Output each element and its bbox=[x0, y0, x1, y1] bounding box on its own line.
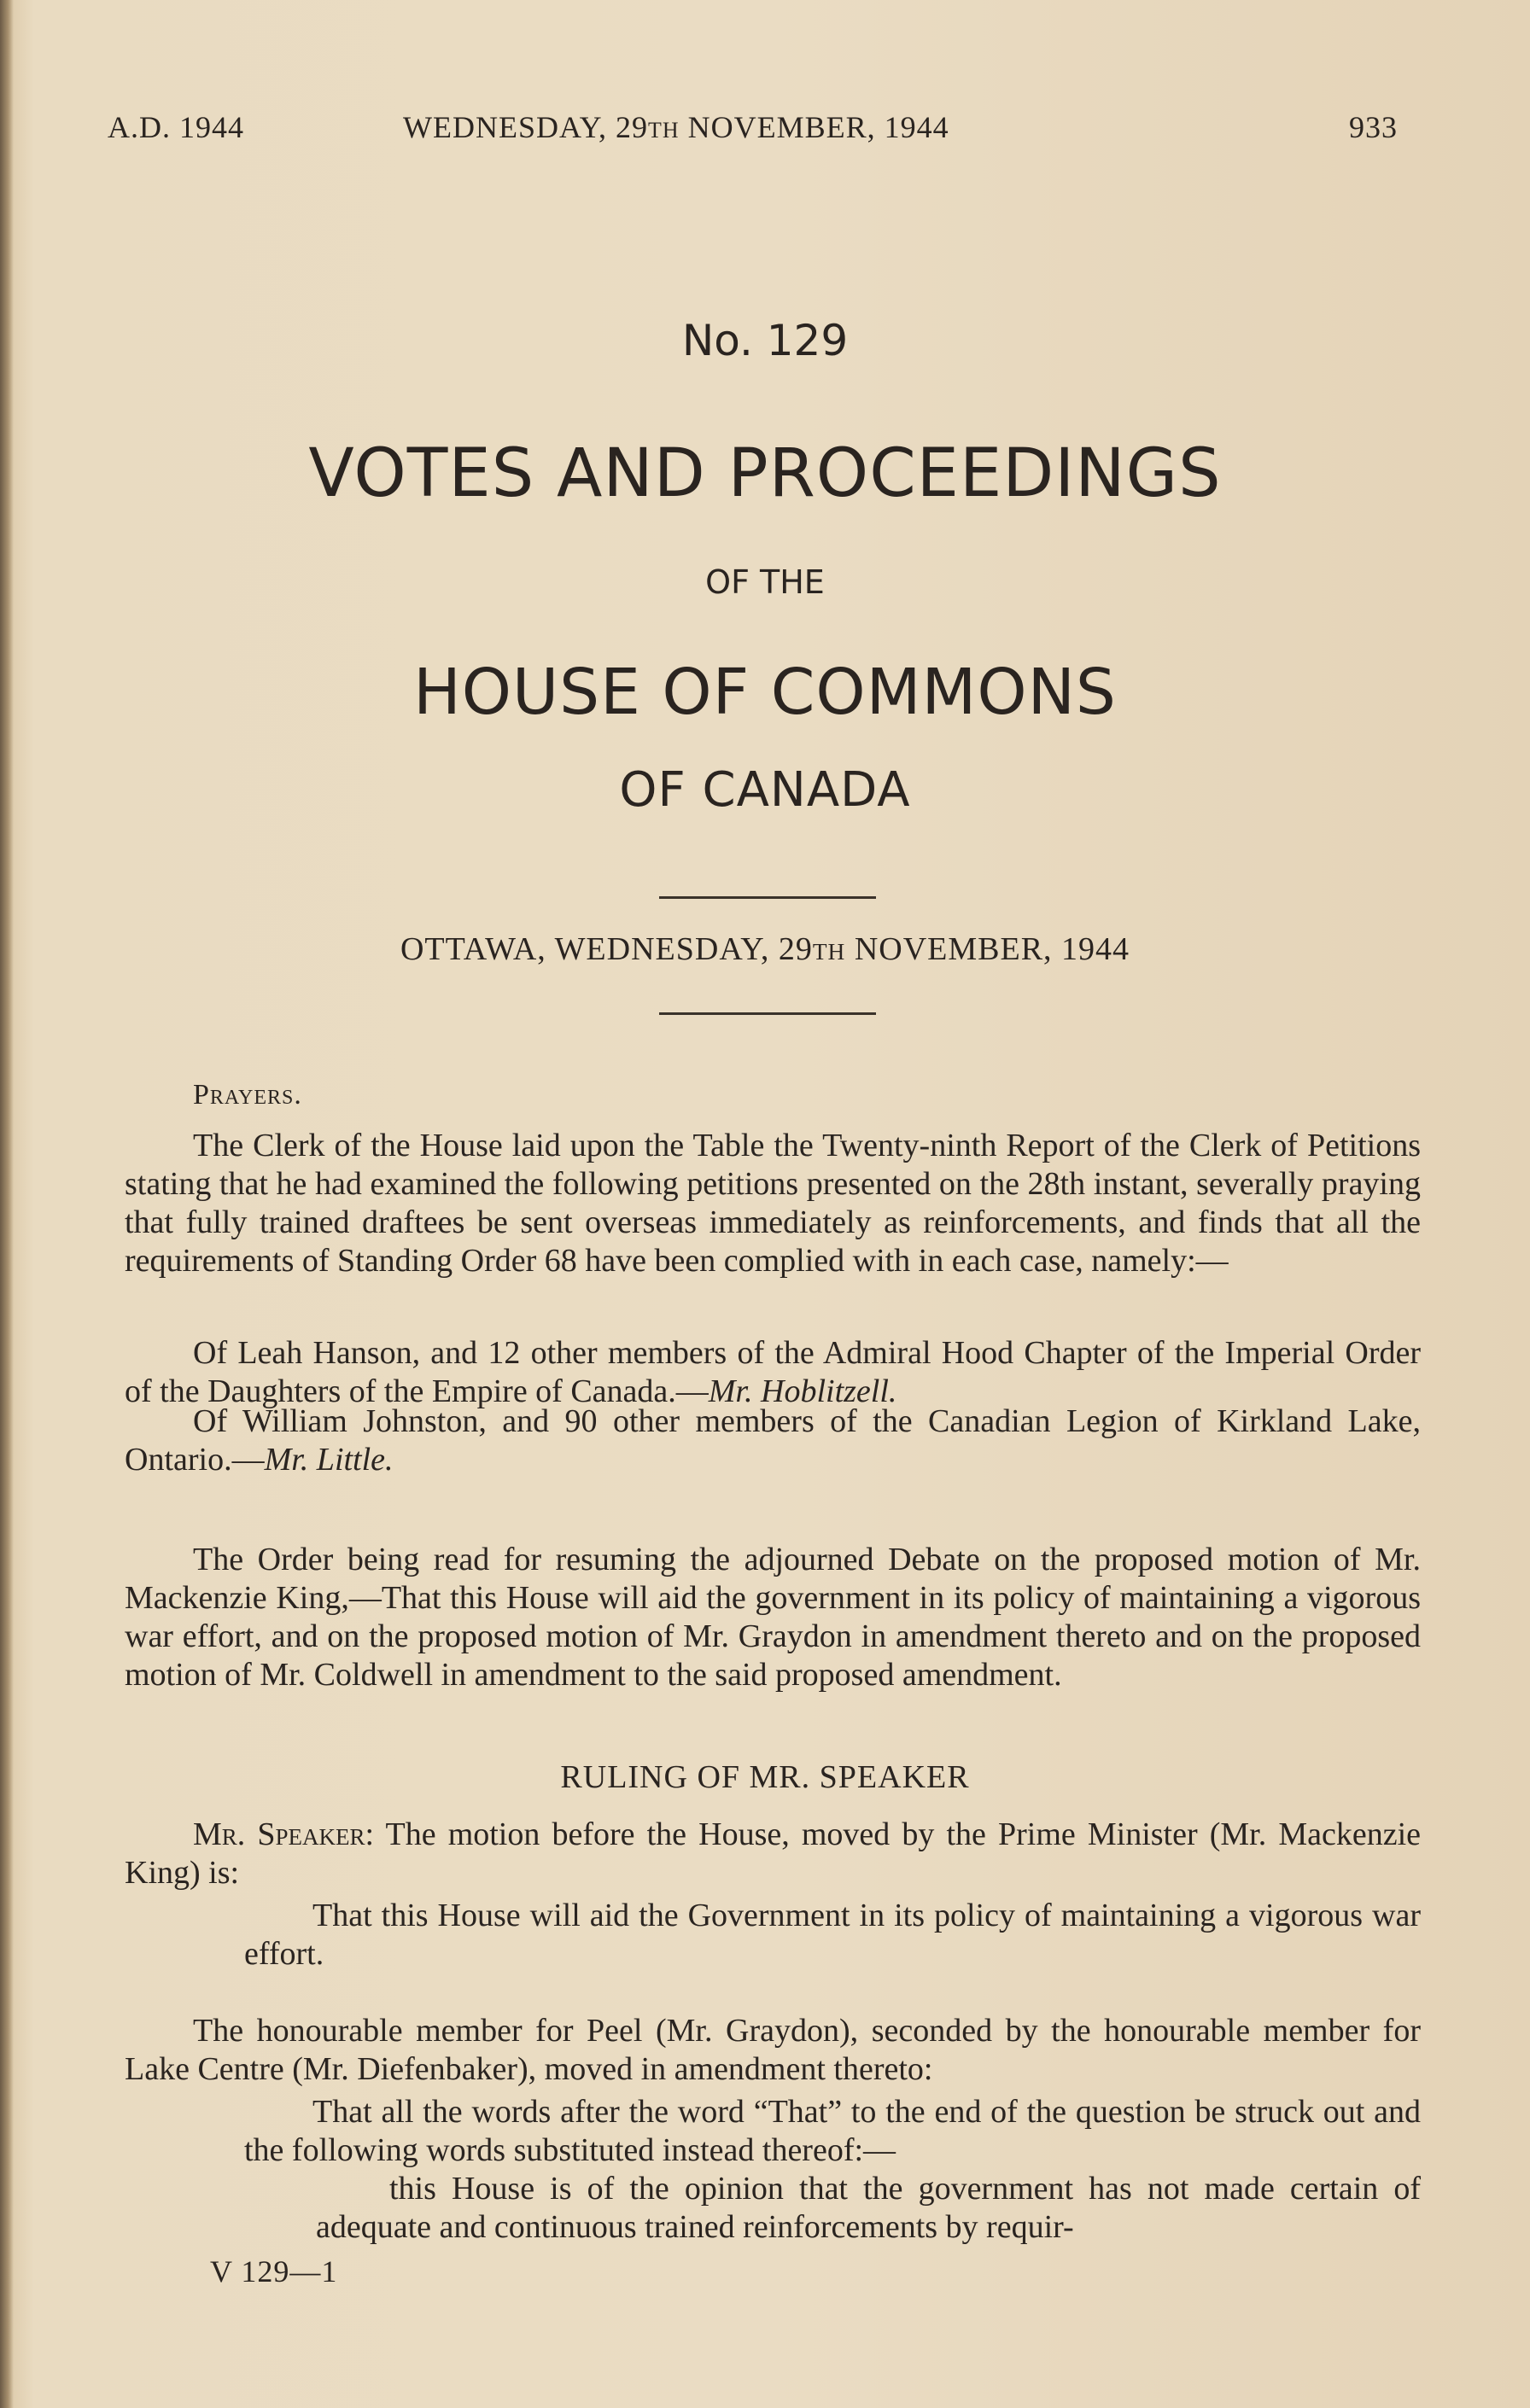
prayers-heading: Prayers. bbox=[193, 1079, 302, 1111]
quote-amendment-text: this House is of the opinion that the government has not made certain of adequate and continuous trained reinforcements by requir- bbox=[316, 2171, 1421, 2245]
divider-bottom bbox=[659, 1012, 876, 1015]
quote-amendment: That all the words after the word “That” to the end of the question be struck out and the following words substituted instead thereof:— bbox=[244, 2094, 1421, 2168]
running-head-date bbox=[403, 109, 949, 145]
dateline-rest: NOVEMBER, 1944 bbox=[845, 931, 1130, 967]
running-head-date-suffix: TH bbox=[648, 118, 680, 143]
document-title: VOTES AND PROCEEDINGS bbox=[308, 435, 1222, 512]
paragraph-petition-johnston bbox=[125, 1402, 1421, 1479]
petition-johnston-text: Of William Johnston, and 90 other members of the Canadian Legion of Kirkland Lake, Ontario.— bbox=[125, 1403, 1421, 1478]
petition-johnston-member: Mr. Little. bbox=[264, 1442, 394, 1478]
signature-mark: V 129—1 bbox=[210, 2254, 338, 2288]
petition-hanson-text: Of Leah Hanson, and 12 other members of the Admiral Hood Chapter of the Imperial Order of the Daughters of the Empire of Canada.— bbox=[125, 1335, 1421, 1409]
dateline bbox=[0, 930, 1530, 968]
paragraph-speaker bbox=[125, 1816, 1421, 1892]
dateline-suffix: TH bbox=[812, 939, 846, 965]
divider-top bbox=[659, 896, 876, 899]
running-head-date-main: WEDNESDAY, 29 bbox=[403, 110, 649, 144]
paragraph-clerk-report: The Clerk of the House laid upon the Table the Twenty-ninth Report of the Clerk of Petitions stating that he had examined the following petitions presented on the 28th instant, severally praying that fully trained draftees be sent overseas immediately as reinforcements, and finds that all the requirements of Standing Order 68 have been complied with in each case, namely:— bbox=[125, 1128, 1421, 1279]
paragraph-amendment: The honourable member for Peel (Mr. Graydon), seconded by the honourable member for Lake Centre (Mr. Diefenbaker), moved in amendment thereto: bbox=[125, 2013, 1421, 2087]
ruling-heading: RULING OF MR. SPEAKER bbox=[560, 1759, 970, 1795]
running-head-date-rest: NOVEMBER, 1944 bbox=[679, 110, 949, 144]
country-title: OF CANADA bbox=[619, 762, 911, 818]
dateline-main: OTTAWA, WEDNESDAY, 29 bbox=[400, 931, 813, 967]
issue-number: No. 129 bbox=[681, 316, 849, 365]
running-head-year: A.D. 1944 bbox=[108, 110, 244, 144]
title-of-the: OF THE bbox=[705, 563, 825, 601]
petition-hanson-member: Mr. Hoblitzell. bbox=[708, 1373, 897, 1409]
paragraph-order-debate: The Order being read for resuming the adjourned Debate on the proposed motion of Mr. Mackenzie King,—That this House will aid the government in its policy of maintaining a vigorous war effort, and on the proposed motion of Mr. Graydon in amendment thereto and on the proposed motion of Mr. Coldwell in amendment to the said proposed amendment. bbox=[125, 1542, 1421, 1693]
page-number: 933 bbox=[1349, 110, 1398, 144]
paragraph-petition-hanson bbox=[125, 1334, 1421, 1411]
speaker-name: Mr. Speaker bbox=[193, 1816, 365, 1852]
speaker-text: : The motion before the House, moved by the Prime Minister (Mr. Mackenzie King) is: bbox=[125, 1816, 1421, 1891]
quote-main-motion: That this House will aid the Government in its policy of maintaining a vigorous war effort. bbox=[244, 1898, 1421, 1972]
house-title: HOUSE OF COMMONS bbox=[413, 656, 1117, 729]
